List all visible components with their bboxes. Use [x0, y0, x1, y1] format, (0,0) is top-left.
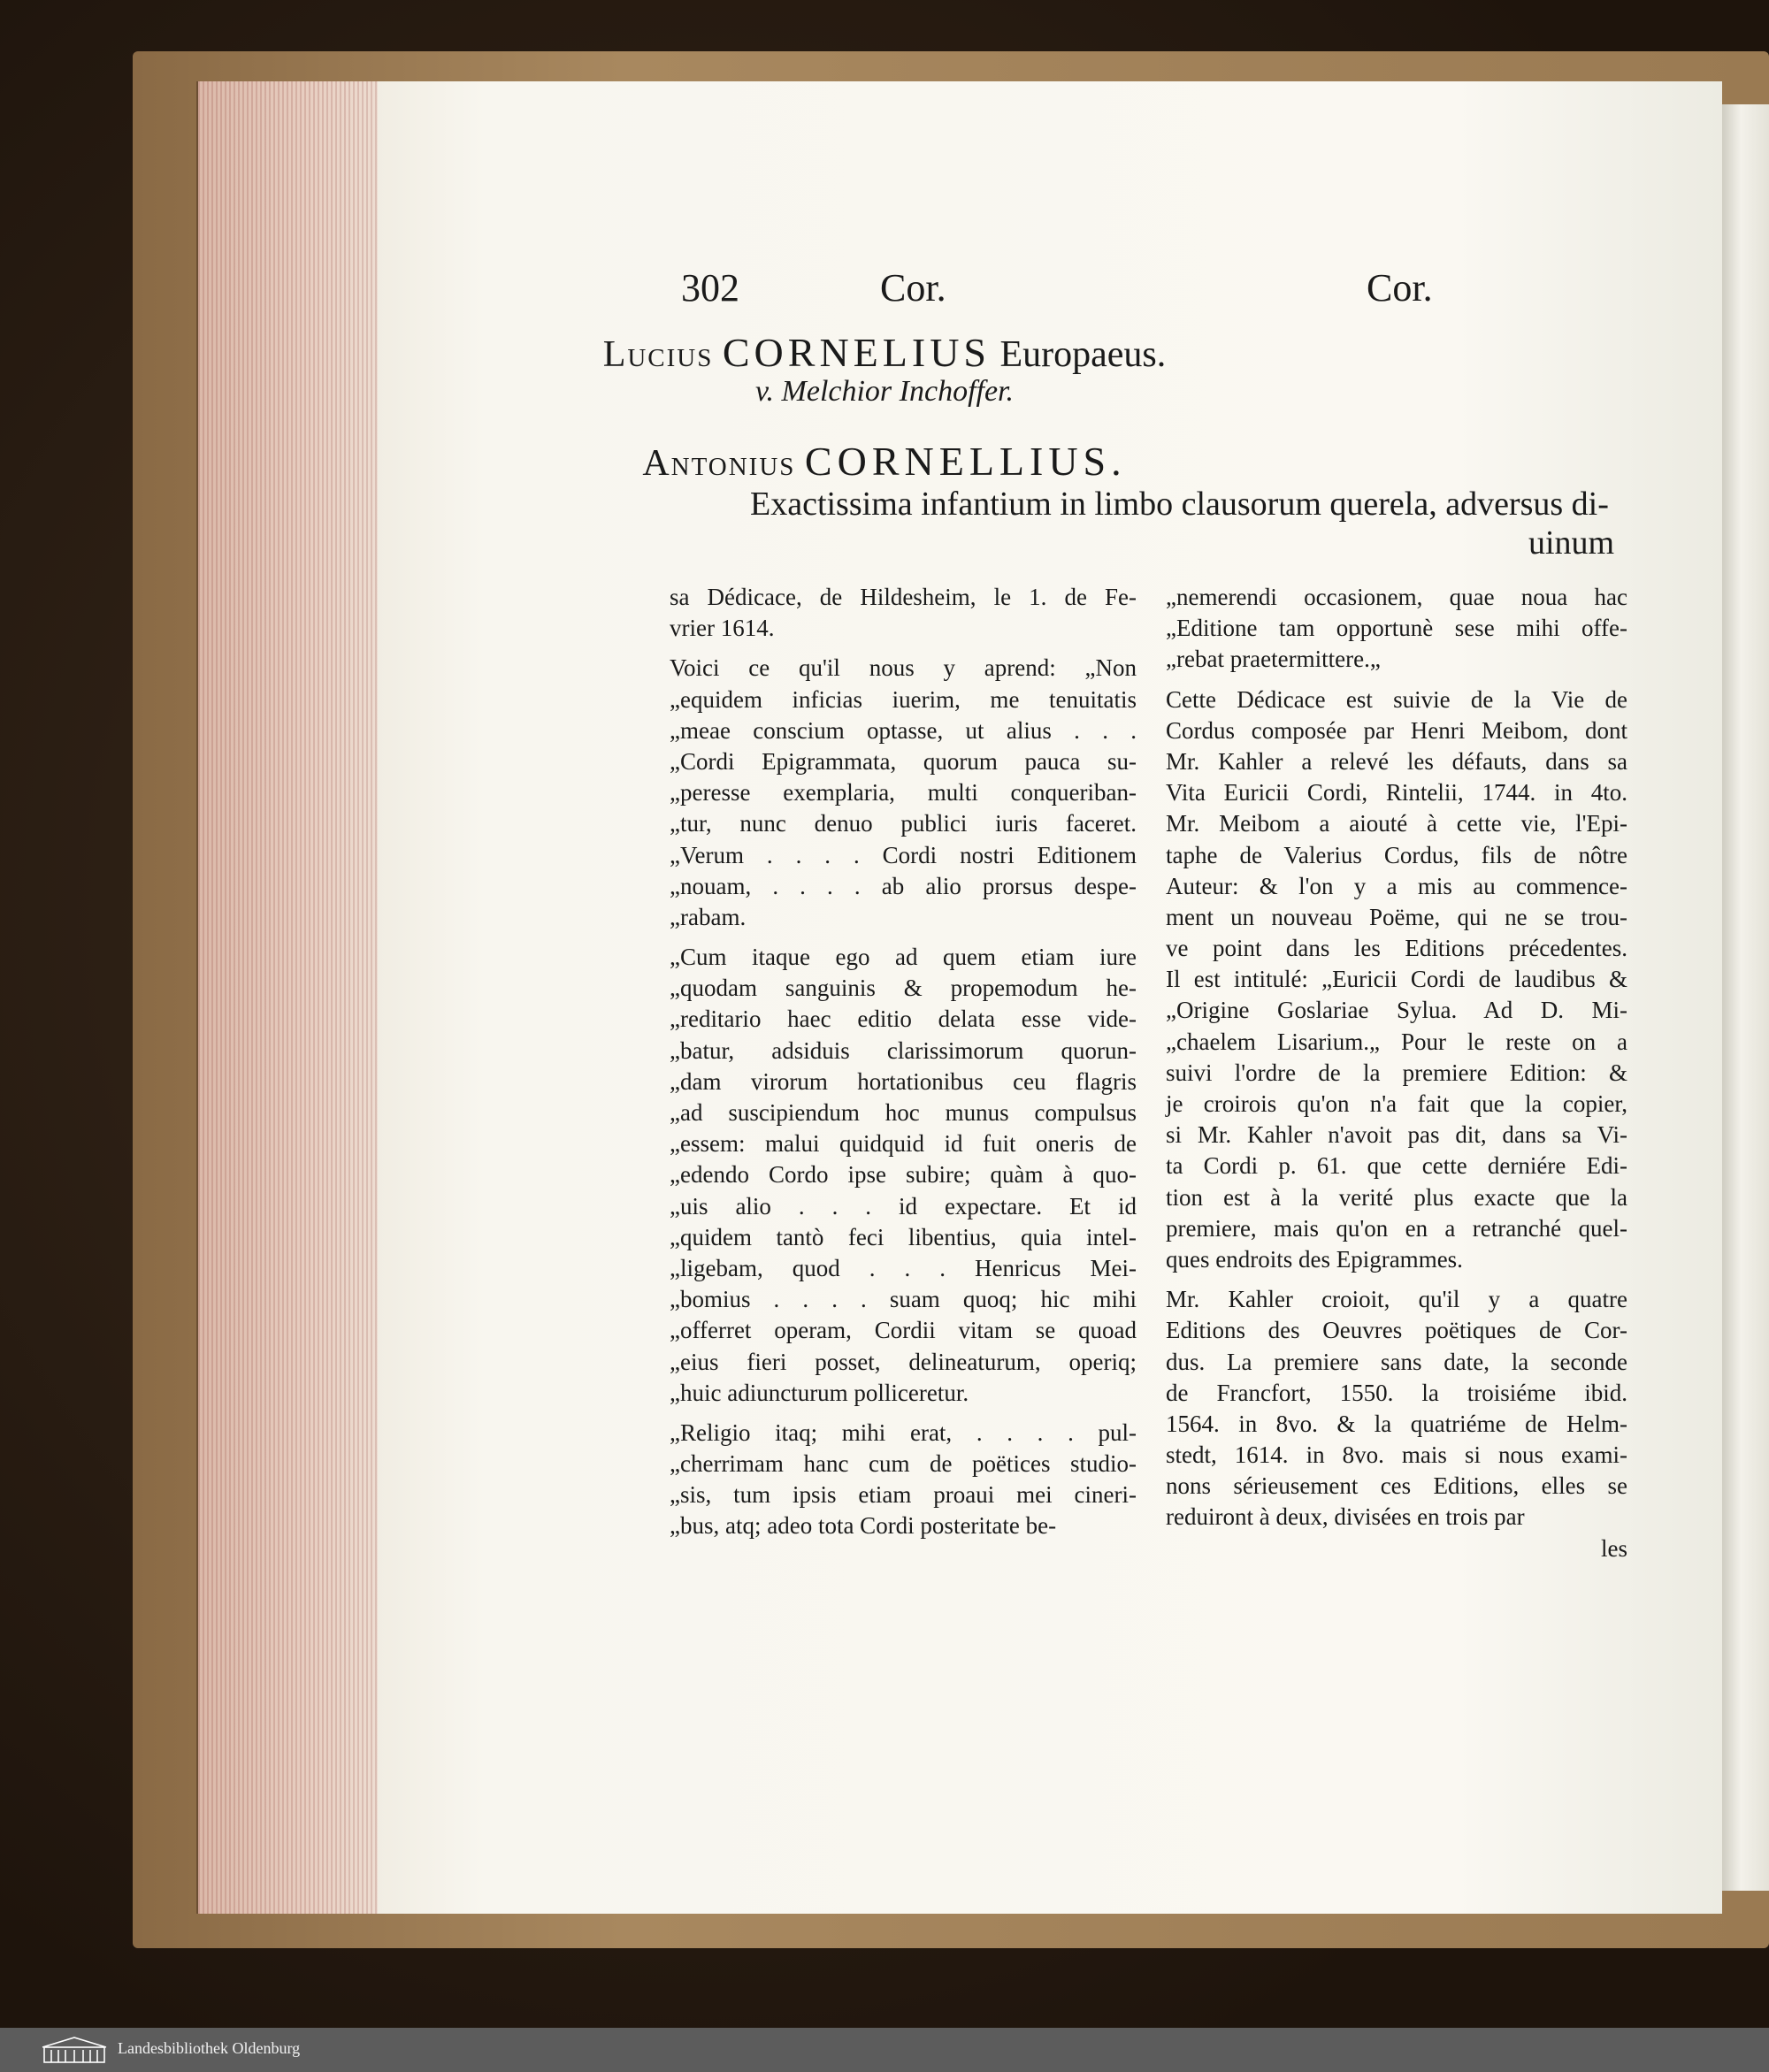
text-line: „Religio itaq; mihi erat, . . . . pul- — [670, 1418, 1137, 1446]
entry-heading-lucius — [0, 329, 1769, 376]
page-number: 302 — [681, 266, 739, 310]
heading-suffix: Europaeus. — [999, 334, 1167, 375]
running-head-right: Cor. — [1367, 266, 1433, 310]
text-line: Cordus composée par Henri Meibom, dont — [1166, 716, 1627, 744]
work-title-continuation: uinum — [1528, 524, 1615, 562]
text-line: „offerret operam, Cordii vitam se quoad — [670, 1317, 1137, 1344]
text-line: „reditario haec editio delata esse vide- — [670, 1005, 1137, 1033]
text-line: ta Cordi p. 61. que cette derniére Edi- — [1166, 1152, 1627, 1180]
left-column — [670, 582, 1137, 1542]
text-line: ment un nouveau Poëme, qui ne se trou- — [1166, 903, 1627, 930]
text-line: „meae conscium optasse, ut alius . . . — [670, 716, 1137, 744]
text-line: „uis alio . . . id expectare. Et id — [670, 1192, 1137, 1219]
text-line: reduiront à deux, divisées en trois par — [1166, 1503, 1525, 1531]
text-line: „Editione tam opportunè sese mihi offe- — [1166, 615, 1627, 642]
text-line: sa Dédicace, de Hildesheim, le 1. de Fe- — [670, 584, 1137, 610]
text-line: Mr. Meibom a aiouté à cette vie, l'Epi- — [1166, 810, 1627, 837]
text-line: „ad suscipiendum hoc munus compulsus — [670, 1099, 1137, 1126]
text-line: „nemerendi occasionem, quae noua hac — [1166, 584, 1627, 610]
text-line: vrier 1614. — [670, 615, 775, 642]
text-line: ques endroits des Epigrammes. — [1166, 1245, 1463, 1273]
text-line: „eius fieri posset, delineaturum, operiq; — [670, 1348, 1137, 1375]
text-line: „nouam, . . . . ab alio prorsus despe- — [670, 872, 1137, 899]
text-line: premiere, mais qu'on en a retranché quel- — [1166, 1214, 1627, 1242]
text-line: Voici ce qu'il nous y aprend: „Non — [670, 654, 1137, 682]
text-line: Cette Dédicace est suivie de la Vie de — [1166, 685, 1627, 713]
heading-name: CORNELLIUS. — [804, 439, 1127, 484]
text-line: „edendo Cordo ipse subire; quàm à quo- — [670, 1161, 1137, 1189]
text-line: „rabam. — [670, 903, 747, 930]
text-line: si Mr. Kahler n'avoit pas dit, dans sa Vi- — [1166, 1121, 1627, 1149]
text-line: „tur, nunc denuo publici iuris faceret. — [670, 810, 1137, 837]
text-line: „bomius . . . . suam quoq; hic mihi — [670, 1286, 1137, 1313]
text-line: „quodam sanguinis & propemodum he- — [670, 975, 1137, 1002]
text-line: taphe de Valerius Cordus, fils de nôtre — [1166, 841, 1627, 868]
text-line: „sis, tum ipsis etiam proaui mei cineri- — [670, 1481, 1137, 1509]
right-column — [1166, 582, 1627, 1564]
text-line: Il est intitulé: „Euricii Cordi de laudibus & — [1166, 966, 1627, 993]
text-line: „batur, adsiduis clarissimorum quorun- — [670, 1036, 1137, 1064]
paragraph-gap — [670, 1409, 1137, 1418]
text-line: „quidem tantò feci libentius, quia intel- — [670, 1223, 1137, 1250]
text-line: „equidem inficias iuerim, me tenuitatis — [670, 685, 1137, 713]
text-line: „bus, atq; adeo tota Cordi posteritate be- — [670, 1512, 1057, 1540]
text-line: de Francfort, 1550. la troisiéme ibid. — [1166, 1379, 1627, 1406]
text-line: Vita Euricii Cordi, Rintelii, 1744. in 4to. — [1166, 779, 1627, 807]
text-line: „Cordi Epigrammata, quorum pauca su- — [670, 747, 1137, 775]
text-line: „peresse exemplaria, multi conqueriban- — [670, 779, 1137, 807]
catchword: les — [1601, 1534, 1627, 1562]
paragraph-gap — [670, 644, 1137, 653]
text-line: „cherrimam hanc cum de poëtices studio- — [670, 1450, 1137, 1478]
heading-prefix: Lucius — [602, 334, 714, 375]
text-line: je croirois qu'on n'a fait que la copier, — [1166, 1090, 1627, 1117]
text-line: „huic adiuncturum polliceretur. — [670, 1379, 969, 1406]
heading-name: CORNELIUS — [722, 330, 991, 375]
text-line: stedt, 1614. in 8vo. mais si nous exami- — [1166, 1441, 1627, 1469]
paragraph-gap — [1166, 1275, 1627, 1284]
text-line: „essem: malui quidquid id fuit oneris de — [670, 1130, 1137, 1158]
text-line: „ligebam, quod . . . Henricus Mei- — [670, 1254, 1137, 1281]
text-line: Mr. Kahler croioit, qu'il y a quatre — [1166, 1286, 1627, 1313]
text-line: ve point dans les Editions précedentes. — [1166, 935, 1627, 962]
text-line: Mr. Kahler a relevé les défauts, dans sa — [1166, 747, 1627, 775]
running-head-left: Cor. — [880, 266, 946, 310]
text-line: „rebat praetermittere.„ — [1166, 646, 1381, 673]
text-line: Editions des Oeuvres poëtiques de Cor- — [1166, 1317, 1627, 1344]
text-line: suivi l'ordre de la premiere Edition: & — [1166, 1059, 1627, 1086]
library-name: Landesbibliothek Oldenburg — [118, 2039, 301, 2057]
cross-reference-text: v. Melchior Inchoffer. — [754, 375, 1015, 408]
entry-heading-antonius — [0, 438, 1769, 485]
text-line: „dam virorum hortationibus ceu flagris — [670, 1067, 1137, 1095]
library-building-icon — [39, 2035, 110, 2065]
text-line: „Cum itaque ego ad quem etiam iure — [670, 944, 1137, 971]
work-title-line: Exactissima infantium in limbo clausorum querela, adversus di- — [750, 486, 1609, 523]
text-line: „Origine Goslariae Sylua. Ad D. Mi- — [1166, 997, 1627, 1024]
text-line: nons sérieusement ces Editions, elles se — [1166, 1472, 1627, 1500]
heading-prefix: Antonius — [642, 443, 796, 484]
text-line: „Verum . . . . Cordi nostri Editionem — [670, 841, 1137, 868]
text-line: 1564. in 8vo. & la quatriéme de Helm- — [1166, 1410, 1627, 1437]
paragraph-gap — [1166, 676, 1627, 684]
footer-bar — [0, 2028, 1769, 2072]
cross-reference — [0, 375, 1769, 409]
paragraph-gap — [670, 933, 1137, 942]
text-line: Auteur: & l'on y a mis au commence- — [1166, 872, 1627, 899]
text-line: tion est à la verité plus exacte que la — [1166, 1183, 1627, 1211]
text-line: dus. La premiere sans date, la seconde — [1166, 1348, 1627, 1375]
text-line: „chaelem Lisarium.„ Pour le reste on a — [1166, 1028, 1627, 1055]
